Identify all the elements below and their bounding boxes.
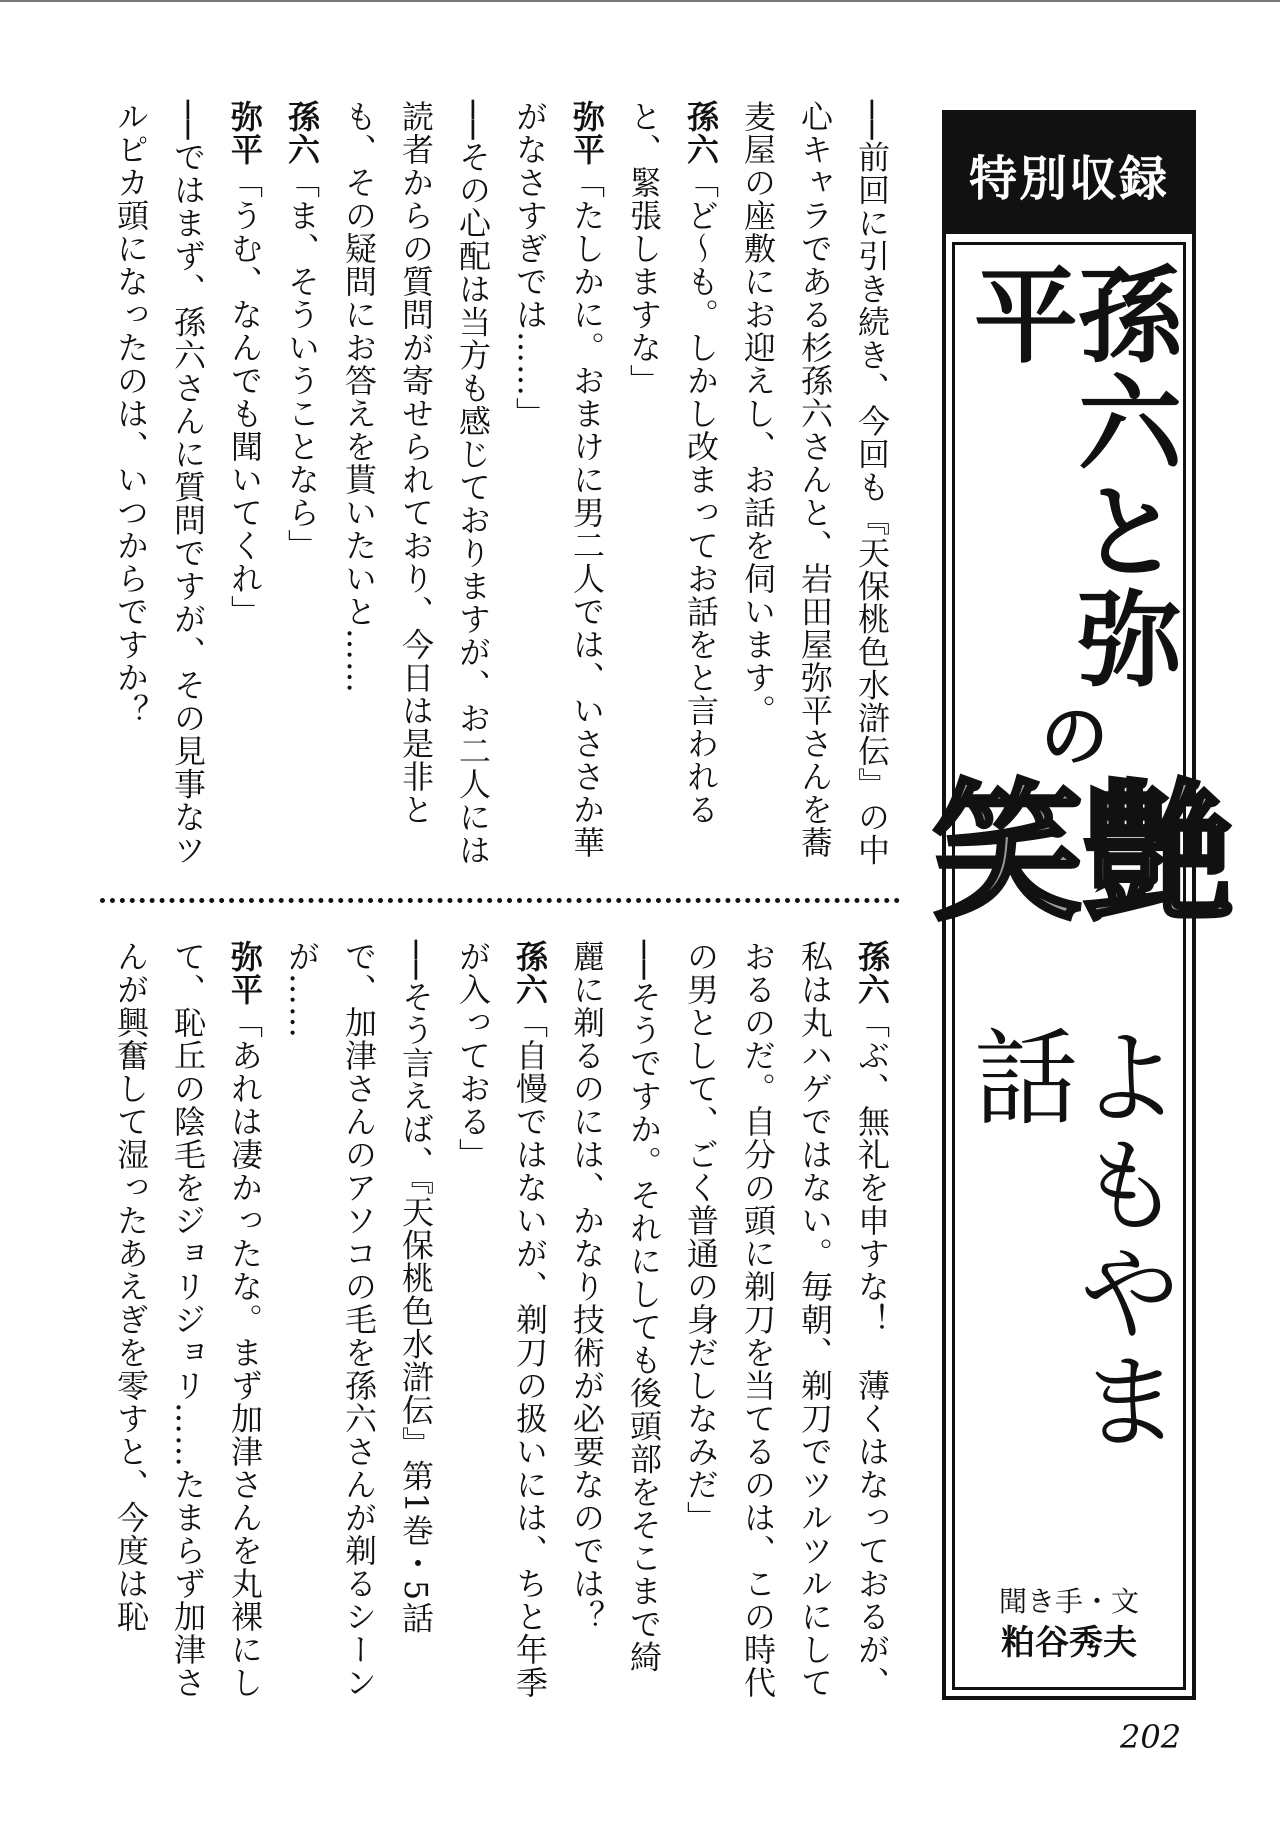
speaker-label: 弥平 [226,100,264,166]
byline [955,1583,1183,1667]
speaker-label: 孫六 [511,940,549,1006]
article-title-box [907,110,1231,1700]
speaker-label: 弥平 [226,940,264,1006]
paragraph [501,100,615,870]
article-title [907,261,1231,1461]
paragraph [273,100,330,870]
dotted-divider [100,898,900,903]
title-part-2: よもやま話 [956,1022,1182,1455]
paragraph [330,100,501,870]
paragraph [729,100,900,870]
interview-text-lower [100,940,900,1700]
paragraph-text: 「あれは凄かったな。まず加津さんを丸裸にして、恥丘の陰毛をジョリジョリ……たまらず加津さんが興奮して湿ったあえぎを零すと、今度は恥 [112,940,264,1699]
top-rule [0,0,1280,2]
byline-author: 粕谷秀夫 [1001,1623,1137,1664]
title-inner-frame [907,242,1231,1690]
speaker-label: 孫六 [283,100,321,166]
paragraph-text: 「ぶ、無礼を申すな！ 薄くはなっておるが、私は丸ハゲではない。毎朝、剃刀でツルツルにしておるのだ。自分の頭に剃刀を当てるのは、この時代の男として、ごく普通の身だしなみだ」 [682,940,891,1699]
paragraph [615,100,729,870]
paragraph [273,940,444,1700]
paragraph-text: 「たしかに。おまけに男二人では、いささか華がなさすぎでは……」 [511,100,606,859]
byline-role: 聞き手・文 [998,1585,1139,1619]
paragraph [444,940,558,1700]
title-emphasis: 艶笑 [907,773,1231,928]
paragraph-text: ──その心配は当方も感じておりますが、お二人には読者からの質問が寄せられており、今日は是非とも、その疑問にお答えを貰いたいと…… [340,100,492,867]
paragraph [558,940,672,1700]
paragraph-text: 「ど～も。しかし改まってお話をと言われると、緊張しますな」 [625,100,720,826]
speaker-label: 弥平 [568,100,606,166]
special-feature-tag: 特別収録 [946,114,1192,234]
speaker-label: 孫六 [682,100,720,166]
paragraph-text: ──そうですか。それにしても後頭部をそこまで綺麗に剃るのには、かなり技術が必要なのでは？ [568,940,663,1674]
paragraph-text: 「自慢ではないが、剃刀の扱いには、ちと年季が入っておる」 [454,940,549,1699]
paragraph-text: ──前回に引き続き、今回も『天保桃色水滸伝』の中心キャラである杉孫六さんと、岩田屋弥平さんを蕎麦屋の座敷にお迎えし、お話を伺います。 [739,100,891,867]
paragraph-text: 「ま、そういうことなら」 [283,166,321,562]
interview-text-upper [100,100,900,870]
title-particle: の [1028,699,1110,774]
paragraph-text: ──ではまず、孫六さんに質問ですが、その見事なツルピカ頭になったのは、いつからですか？ [112,100,207,867]
paragraph [102,100,216,870]
paragraph [102,940,273,1700]
page-number: 202 [1120,1718,1182,1756]
speaker-label: 孫六 [853,940,891,1006]
paragraph [672,940,900,1700]
title-part-1: 孫六と弥平 [956,261,1182,693]
paragraph-text: 「うむ、なんでも聞いてくれ」 [226,166,264,628]
paragraph [216,100,273,870]
paragraph-text: ──そう言えば、『天保桃色水滸伝』第1巻・5話で、加津さんのアソコの毛を孫六さんが剃るシーンが…… [283,940,435,1699]
